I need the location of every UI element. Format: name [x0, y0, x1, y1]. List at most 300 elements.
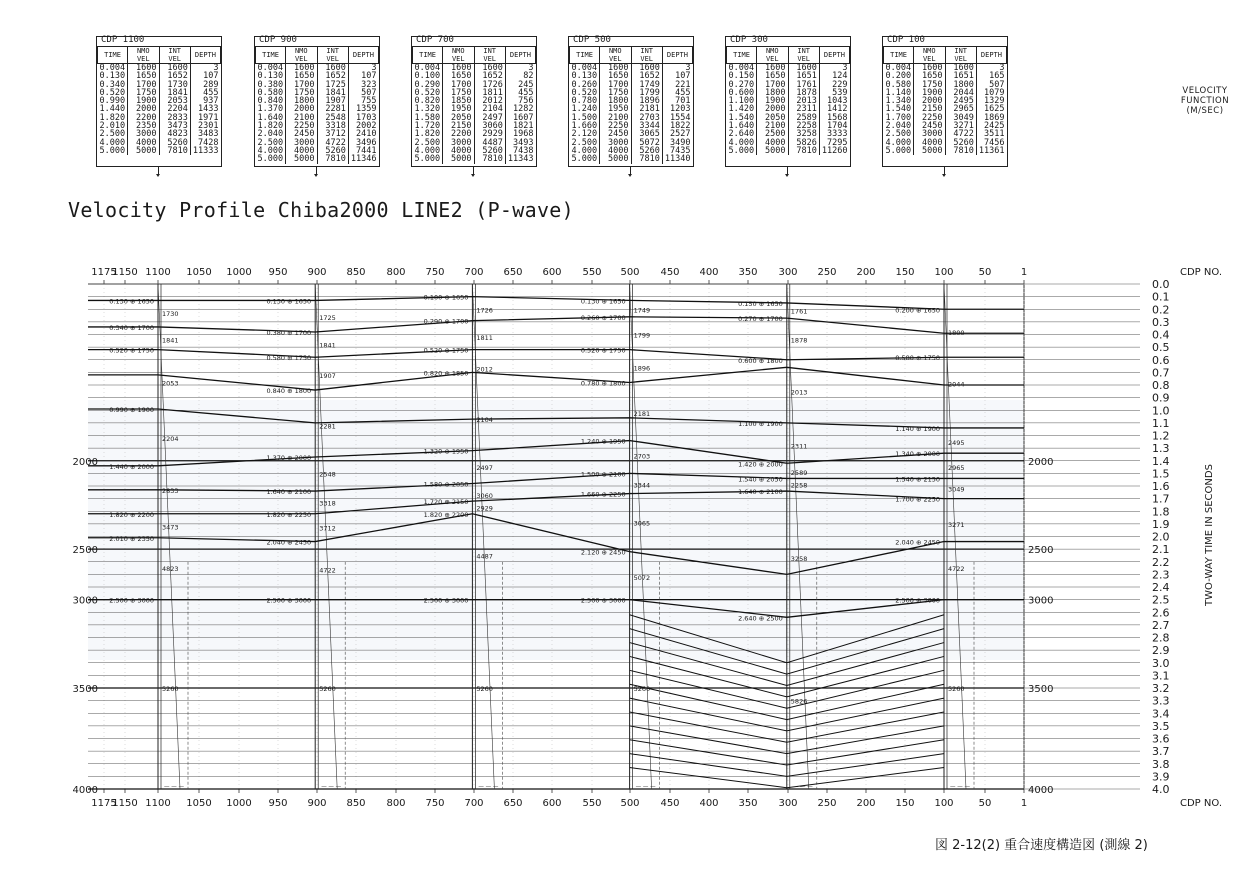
interval-velocity-label: 2013	[790, 388, 808, 397]
velocity-table-header: INT VEL	[317, 47, 348, 64]
velocity-table-cell: 1896	[631, 97, 662, 105]
x-tick-label-bottom: 1000	[226, 798, 252, 809]
horizon-node-label: 1.240 ⊕ 1950	[580, 437, 626, 446]
velocity-table-header: NMO VEL	[443, 47, 474, 64]
velocity-table-cell: 0.820	[414, 96, 441, 107]
horizon-node-label: 2.500 ⊕ 3000	[423, 596, 469, 605]
x-tick-label-top: 1050	[186, 267, 212, 278]
velocity-table-cell: 1869	[976, 114, 1006, 122]
velocity-table-cell: 2.500	[257, 137, 284, 148]
x-tick-label-bottom: 900	[307, 798, 327, 809]
velocity-table-cell: 2012	[474, 97, 505, 105]
horizon-node-label: 1.660 ⊕ 2250	[580, 490, 626, 499]
interval-velocity-label: 2181	[633, 409, 651, 418]
horizon-node-label: 1.540 ⊕ 2150	[895, 475, 940, 484]
interval-velocity-label: 2495	[948, 438, 965, 447]
velocity-table-cell: 3000	[600, 139, 631, 147]
x-tick-label-bottom: 650	[503, 798, 523, 809]
horizon-node-label: 2.500 ⊕ 3000	[580, 596, 626, 605]
x-tick-label-top: 1150	[112, 267, 138, 278]
velocity-table-cell: 2044	[945, 89, 976, 97]
velocity-table-cell: 107	[348, 72, 378, 80]
velocity-table-cell: 1.720	[414, 121, 441, 132]
horizon-line	[88, 317, 1024, 333]
velocity-table-cell: 2281	[317, 105, 348, 113]
velocity-table-cell: 1.580	[414, 112, 441, 123]
velocity-table-cell: 1700	[757, 81, 788, 89]
time-tick-label: 1.0	[1152, 404, 1170, 418]
velocity-table-header: DEPTH	[662, 47, 692, 64]
velocity-table-cell: 1600	[757, 64, 788, 73]
velocity-table-cdp-label: CDP 100	[887, 35, 925, 45]
velocity-table-header: INT VEL	[945, 47, 976, 64]
velocity-table-cell: 0.520	[571, 87, 598, 98]
horizon-node-label: 1.540 ⊕ 2050	[738, 475, 783, 484]
interval-velocity-label: 5826	[790, 697, 808, 706]
velocity-table-cell: 1800	[600, 97, 631, 105]
velocity-table-cell: 3493	[505, 139, 535, 147]
velocity-table-cell: 3000	[286, 139, 317, 147]
velocity-table-cell: 1433	[190, 105, 220, 113]
x-tick-label-bottom: 800	[386, 798, 406, 809]
interval-velocity-label: 3049	[948, 485, 965, 494]
velocity-table-cell: 1600	[317, 64, 348, 73]
velocity-table-cell: 1907	[317, 97, 348, 105]
interval-velocity-label: 2311	[790, 442, 808, 451]
velocity-table-header: NMO VEL	[914, 47, 945, 64]
horizon-node-label: 2.640 ⊕ 2500	[738, 614, 783, 623]
velocity-table-cell: 0.130	[571, 71, 598, 82]
interval-velocity-label: 2281	[319, 422, 336, 431]
velocity-table-cell: 4000	[443, 147, 474, 155]
x-tick-label-bottom: 700	[464, 798, 484, 809]
velocity-table-header: DEPTH	[190, 47, 220, 64]
velocity-table-cell: 1554	[662, 114, 692, 122]
velocity-table-cell: 11346	[348, 155, 378, 163]
contour-label-left: 2500	[72, 545, 98, 557]
velocity-table-cell: 507	[976, 81, 1006, 89]
x-tick-label-bottom: 750	[425, 798, 445, 809]
time-tick-label: 1.4	[1152, 454, 1170, 468]
velocity-table-cell: 3	[662, 64, 692, 73]
horizon-node-label: 1.640 ⊕ 2100	[738, 488, 783, 497]
velocity-table-cell: 1968	[505, 130, 535, 138]
velocity-table-cell: 1761	[788, 81, 819, 89]
velocity-table-cell: 5.000	[257, 154, 284, 165]
velocity-table-cell: 107	[190, 72, 220, 80]
velocity-table-cell: 2.640	[728, 129, 755, 140]
velocity-table-cell: 1568	[819, 114, 849, 122]
horizon-node-label: 0.130 ⊕ 1650	[266, 297, 312, 306]
velocity-table-cell: 7438	[505, 147, 535, 155]
velocity-table-cell: 1900	[757, 97, 788, 105]
velocity-table-cell: 4487	[474, 139, 505, 147]
time-tick-label: 2.5	[1152, 593, 1170, 607]
x-tick-label-top: 800	[386, 267, 406, 278]
velocity-table-cell: 0.150	[728, 71, 755, 82]
interval-velocity-label: 2497	[476, 464, 493, 473]
horizon-node-label: 1.420 ⊕ 2000	[738, 460, 783, 469]
velocity-table-cell: 4823	[159, 130, 190, 138]
horizon-node-label: 0.840 ⊕ 1800	[266, 387, 312, 396]
velocity-table-cell: 221	[662, 81, 692, 89]
time-tick-label: 4.0	[1152, 783, 1170, 796]
interval-velocity-label: 3060	[476, 491, 493, 500]
time-tick-label: 0.6	[1152, 353, 1170, 367]
velocity-table-cell: 107	[662, 72, 692, 80]
figure-caption: 図 2-12(2) 重合速度構造図 (測線 2)	[935, 838, 1148, 853]
velocity-table-cdp-label: CDP 900	[259, 35, 297, 45]
velocity-table-cell: 2703	[631, 114, 662, 122]
time-tick-label: 2.3	[1152, 568, 1170, 582]
velocity-table-cell: 1.700	[885, 112, 912, 123]
velocity-table-header: TIME	[727, 47, 757, 64]
time-tick-label: 1.3	[1152, 442, 1170, 456]
velocity-table-cell: 1700	[128, 81, 159, 89]
interval-velocity-label: 3065	[633, 519, 651, 528]
velocity-function-label-line2: FUNCTION	[1180, 96, 1230, 106]
velocity-table-cell: 1600	[945, 64, 976, 73]
horizon-node-label: 2.040 ⊕ 2450	[895, 538, 940, 547]
horizon-node-label: 1.820 ⊕ 2200	[423, 510, 469, 519]
velocity-table-cell: 4000	[914, 139, 945, 147]
time-axis-label: TWO-WAY TIME IN SECONDS	[1204, 464, 1215, 606]
time-tick-label: 2.8	[1152, 631, 1170, 645]
velocity-table-cell: 7810	[474, 155, 505, 163]
velocity-table-cell: 2450	[914, 122, 945, 130]
time-tick-label: 0.8	[1152, 379, 1170, 392]
velocity-table-cell: 1725	[317, 81, 348, 89]
velocity-table-cell: 4.000	[414, 145, 441, 156]
velocity-table-cell: 0.260	[571, 79, 598, 90]
velocity-table-cell: 3473	[159, 122, 190, 130]
x-tick-label-bottom: 400	[699, 798, 719, 809]
interval-velocity-label: 2965	[948, 464, 965, 473]
velocity-table-cell: 5260	[159, 139, 190, 147]
velocity-table-cell: 2000	[286, 105, 317, 113]
interval-velocity-label: 5260	[162, 685, 179, 693]
velocity-table-cell: 3258	[788, 130, 819, 138]
horizon-line	[88, 367, 1024, 390]
velocity-table-cell: 455	[662, 89, 692, 97]
velocity-table-cell: 2000	[914, 97, 945, 105]
contour-label-left: 3000	[72, 595, 98, 607]
contour-label-right: 3500	[1028, 684, 1054, 695]
horizon-node-label: 2.500 ⊕ 3000	[266, 596, 312, 605]
velocity-table-cell: 1600	[128, 64, 159, 73]
velocity-table-cell: 0.004	[728, 63, 755, 73]
velocity-table-cell: 1730	[159, 81, 190, 89]
velocity-table-cell: 1.100	[728, 96, 755, 107]
interval-velocity-label: 2929	[476, 504, 493, 513]
velocity-table-cell: 0.200	[885, 71, 912, 82]
time-tick-label: 1.7	[1152, 492, 1170, 506]
velocity-table-cell: 2002	[348, 122, 378, 130]
velocity-table-cell: 245	[505, 81, 535, 89]
x-tick-label-top: 100	[934, 267, 954, 278]
velocity-table-cell: 7810	[317, 155, 348, 163]
bottom-marker-text: — — —	[164, 784, 184, 790]
time-tick-label: 0.7	[1152, 366, 1170, 380]
velocity-table-cell: 1600	[600, 64, 631, 73]
interval-velocity-label: 3271	[948, 520, 965, 529]
x-tick-label-bottom: 500	[620, 798, 640, 809]
velocity-table-cell: 0.780	[571, 96, 598, 107]
velocity-table-cell: 1652	[159, 72, 190, 80]
bottom-marker-text: — — —	[321, 784, 342, 790]
velocity-table-cell: 1650	[757, 72, 788, 80]
x-tick-label-top: 950	[268, 267, 288, 278]
velocity-table-cell: 1.660	[571, 121, 598, 132]
contour-label-left: 4000	[72, 785, 98, 796]
horizon-node-label: 2.040 ⊕ 2450	[266, 538, 312, 547]
horizon-node-label: 1.100 ⊕ 1900	[738, 419, 783, 428]
velocity-table-header: NMO VEL	[286, 47, 317, 64]
horizon-node-label: 0.580 ⊕ 1750	[266, 354, 312, 363]
time-tick-label: 0.9	[1152, 391, 1170, 405]
x-tick-label-bottom: 850	[346, 798, 366, 809]
velocity-table-header: DEPTH	[505, 47, 535, 64]
velocity-table-cell: 1750	[286, 89, 317, 97]
time-tick-label: 0.4	[1152, 328, 1170, 342]
velocity-table-cell: 2150	[914, 105, 945, 113]
velocity-table-header: DEPTH	[348, 47, 378, 64]
velocity-table-cell: 0.840	[257, 96, 284, 107]
velocity-table-cell: 2450	[600, 130, 631, 138]
velocity-table-cell: 3065	[631, 130, 662, 138]
velocity-table-cell: 1971	[190, 114, 220, 122]
horizon-node-label: 0.580 ⊕ 1750	[895, 354, 940, 363]
velocity-table-cell: 5.000	[414, 154, 441, 165]
velocity-table-cell: 3000	[443, 139, 474, 147]
interval-velocity-label: 1878	[790, 336, 808, 345]
horizon-node-label: 0.260 ⊕ 1700	[580, 313, 626, 322]
horizon-node-label: 0.820 ⊕ 1850	[423, 369, 469, 378]
horizon-node-label: 0.380 ⊕ 1700	[266, 328, 312, 337]
velocity-table-cell: 3	[348, 64, 378, 73]
interval-velocity-label: 5072	[633, 573, 651, 582]
velocity-table-cell: 11340	[662, 155, 692, 163]
velocity-table-cell: 2495	[945, 97, 976, 105]
velocity-table-cell: 2.040	[885, 121, 912, 132]
x-tick-label-top: 850	[346, 267, 366, 278]
time-tick-label: 3.5	[1152, 719, 1170, 733]
velocity-table-cell: 3511	[976, 130, 1006, 138]
velocity-function-label-line1: VELOCITY	[1182, 86, 1228, 96]
velocity-table-cell: 1079	[976, 89, 1006, 97]
velocity-table-cell: 2425	[976, 122, 1006, 130]
x-tick-label-bottom: 200	[856, 798, 876, 809]
velocity-table-cell: 1650	[600, 72, 631, 80]
velocity-table-cell: 11333	[190, 147, 220, 155]
velocity-table-cell: 1750	[128, 89, 159, 97]
velocity-table-cell: 5260	[945, 139, 976, 147]
velocity-table-cell: 2100	[757, 122, 788, 130]
x-tick-label-top: 650	[503, 267, 523, 278]
interval-velocity-label: 4722	[319, 566, 336, 575]
velocity-table-cell: 5260	[317, 147, 348, 155]
x-tick-label-top: 700	[464, 267, 484, 278]
time-tick-label: 0.5	[1152, 341, 1170, 355]
velocity-table-cell: 3333	[819, 130, 849, 138]
velocity-table-cell: 4.000	[728, 137, 755, 148]
x-tick-label-top: 1100	[145, 267, 171, 278]
velocity-table-cell: 2100	[600, 114, 631, 122]
interval-velocity-label: 1749	[633, 306, 651, 315]
interval-velocity-label: 3712	[319, 524, 336, 533]
velocity-table-cell: 2.500	[414, 137, 441, 148]
velocity-table-cell: 5260	[474, 147, 505, 155]
x-tick-label-bottom: 1175	[91, 798, 117, 809]
x-tick-label-top: 550	[582, 267, 602, 278]
interval-velocity-label: 2104	[476, 416, 493, 425]
horizon-node-label: 2.500 ⊕ 3000	[109, 596, 154, 605]
velocity-table-cell: 3712	[317, 130, 348, 138]
velocity-table-cell: 7810	[788, 147, 819, 155]
x-tick-label-top: 1000	[226, 267, 252, 278]
time-tick-label: 3.2	[1152, 682, 1170, 695]
velocity-table-cell: 1.540	[885, 104, 912, 115]
velocity-table-cell: 11260	[819, 147, 849, 155]
horizon-node-label: 1.700 ⊕ 2250	[895, 495, 940, 504]
velocity-table-cell: 5826	[788, 139, 819, 147]
velocity-table-cell: 1821	[505, 122, 535, 130]
time-tick-label: 0.1	[1152, 290, 1170, 304]
velocity-table-cell: 1600	[631, 64, 662, 73]
velocity-table-cell: 3318	[317, 122, 348, 130]
velocity-table-cell: 2104	[474, 105, 505, 113]
interval-velocity-label: 2012	[476, 365, 493, 374]
velocity-table-cell: 1600	[159, 64, 190, 73]
x-tick-label-bottom: 1150	[112, 798, 138, 809]
interval-velocity-label: 4487	[476, 552, 493, 561]
x-tick-label-bottom: 600	[542, 798, 562, 809]
x-tick-label-bottom: 50	[978, 798, 992, 809]
horizon-node-label: 0.520 ⊕ 1750	[423, 346, 469, 355]
velocity-table-cell: 2548	[317, 114, 348, 122]
time-tick-label: 2.9	[1152, 644, 1170, 658]
velocity-table-header: INT VEL	[788, 47, 819, 64]
velocity-table-cell: 4.000	[257, 145, 284, 156]
horizon-node-label: 0.520 ⊕ 1750	[109, 346, 154, 355]
velocity-table-header: INT VEL	[474, 47, 505, 64]
velocity-table-cell: 1.820	[99, 112, 126, 123]
velocity-table-cell: 7435	[662, 147, 692, 155]
horizon-node-label: 0.130 ⊕ 1650	[580, 297, 626, 306]
velocity-table-cell: 4000	[757, 139, 788, 147]
velocity-table-cell: 0.580	[257, 87, 284, 98]
velocity-table-cell: 4722	[945, 130, 976, 138]
horizon-node-label: 0.290 ⊕ 1700	[423, 317, 469, 326]
x-tick-label-top: 200	[856, 267, 876, 278]
interval-velocity-label: 5260	[948, 685, 965, 693]
horizon-node-label: 1.320 ⊕ 1950	[423, 447, 469, 456]
velocity-table-cell: 0.270	[728, 79, 755, 90]
velocity-table-cell: 5.000	[885, 145, 912, 156]
velocity-table-cell: 937	[190, 97, 220, 105]
interval-velocity-label: 3258	[790, 554, 808, 563]
velocity-table-cell: 165	[976, 72, 1006, 80]
velocity-table-cell: 3000	[914, 130, 945, 138]
velocity-table-header: DEPTH	[976, 47, 1006, 64]
time-tick-label: 3.1	[1152, 669, 1170, 683]
velocity-table-cell: 1600	[286, 64, 317, 73]
velocity-table-cell: 323	[348, 81, 378, 89]
contour-label-right: 4000	[1028, 785, 1054, 796]
velocity-table-cell: 3049	[945, 114, 976, 122]
velocity-table-cell: 1.640	[728, 121, 755, 132]
velocity-table-cell: 3496	[348, 139, 378, 147]
interval-velocity-label: 1896	[633, 364, 651, 373]
velocity-table-cell: 1600	[474, 64, 505, 73]
velocity-table-cell: 2589	[788, 114, 819, 122]
x-tick-label-bottom: 350	[738, 798, 758, 809]
x-tick-label-top: 250	[817, 267, 837, 278]
interval-velocity-label: 2044	[948, 380, 965, 389]
time-tick-label: 2.1	[1152, 543, 1170, 557]
velocity-table-cell: 5000	[286, 155, 317, 163]
velocity-table-cell: 5000	[914, 147, 945, 155]
velocity-table-cell: 1625	[976, 105, 1006, 113]
interval-velocity-label: 2589	[790, 469, 808, 478]
velocity-table-cell: 507	[348, 89, 378, 97]
velocity-table-cell: 3271	[945, 122, 976, 130]
velocity-table-cell: 229	[819, 81, 849, 89]
interval-velocity-label: 2258	[790, 481, 808, 490]
velocity-table-cell: 1359	[348, 105, 378, 113]
bottom-marker-text: — — —	[950, 784, 970, 790]
time-tick-label: 3.4	[1152, 707, 1170, 721]
velocity-table-cell: 1900	[128, 97, 159, 105]
velocity-table-cell: 3000	[128, 130, 159, 138]
velocity-table-cell: 7441	[348, 147, 378, 155]
interval-velocity-label: 2548	[319, 470, 336, 479]
time-tick-label: 2.6	[1152, 606, 1170, 620]
velocity-table-cdp-label: CDP 500	[573, 35, 611, 45]
time-tick-label: 2.0	[1152, 530, 1170, 544]
x-tick-label-top: 900	[307, 267, 327, 278]
velocity-table-cell: 1800	[286, 97, 317, 105]
velocity-table-cell: 1749	[631, 81, 662, 89]
time-tick-label: 1.5	[1152, 467, 1170, 481]
velocity-table-cell: 2181	[631, 105, 662, 113]
velocity-table-cell: 1841	[317, 89, 348, 97]
velocity-table-cell: 3	[819, 64, 849, 73]
horizon-node-label: 2.500 ⊕ 3000	[895, 596, 940, 605]
velocity-table-cell: 5000	[757, 147, 788, 155]
velocity-function-label-line3: (M/SEC)	[1186, 106, 1224, 116]
velocity-table-cell: 2527	[662, 130, 692, 138]
velocity-table-cell: 1650	[128, 72, 159, 80]
velocity-table-cell: 0.004	[99, 63, 126, 73]
velocity-table-cell: 2204	[159, 105, 190, 113]
velocity-table-cell: 1652	[317, 72, 348, 80]
velocity-table-cell: 0.600	[728, 87, 755, 98]
velocity-table-cell: 0.580	[885, 79, 912, 90]
horizon-node-label: 0.100 ⊕ 1650	[423, 293, 469, 302]
horizon-node-label: 1.500 ⊕ 2100	[580, 470, 626, 479]
interval-velocity-label: 1907	[319, 371, 336, 380]
velocity-table-cdp-label: CDP 1100	[101, 35, 145, 45]
velocity-table-cell: 1651	[788, 72, 819, 80]
velocity-table-cell: 3	[505, 64, 535, 73]
velocity-table-cell: 4.000	[99, 137, 126, 148]
velocity-table-cell: 4.000	[885, 137, 912, 148]
interval-velocity-label: 5260	[319, 685, 336, 693]
cdp-axis-label-top: CDP NO.	[1180, 267, 1223, 278]
velocity-table-cell: 3	[976, 64, 1006, 73]
interval-velocity-label: 3318	[319, 499, 336, 508]
